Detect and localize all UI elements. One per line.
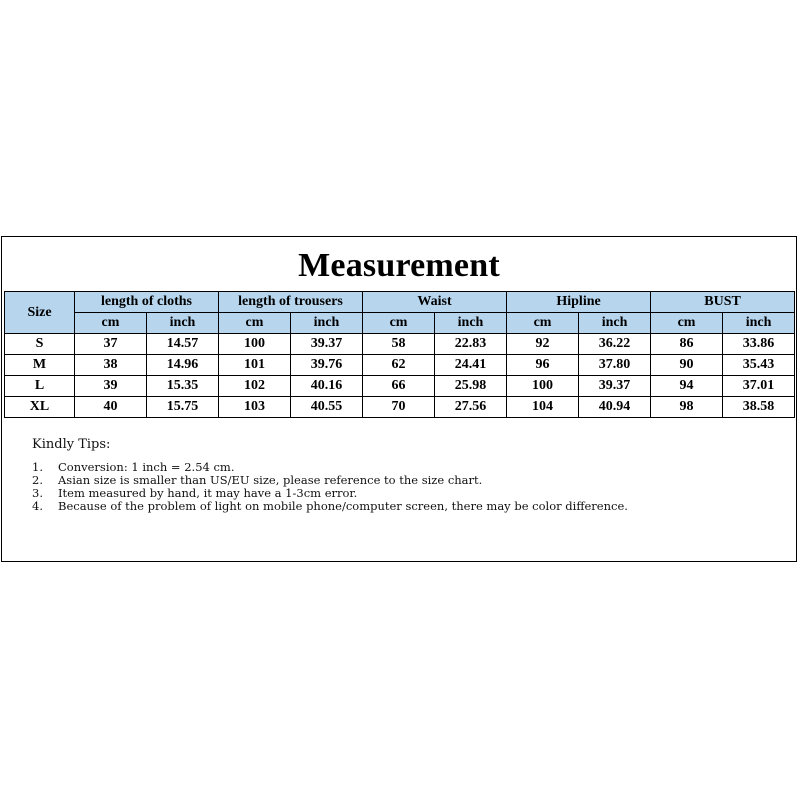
value-cell: 25.98 xyxy=(435,376,507,397)
value-cell: 103 xyxy=(219,397,291,418)
value-cell: 96 xyxy=(507,355,579,376)
unit-header: inch xyxy=(291,313,363,334)
unit-header: cm xyxy=(507,313,579,334)
value-cell: 40.16 xyxy=(291,376,363,397)
value-cell: 58 xyxy=(363,334,435,355)
value-cell: 39.37 xyxy=(579,376,651,397)
size-cell: L xyxy=(5,376,75,397)
tip-text: Asian size is smaller than US/EU size, please reference to the size chart. xyxy=(58,473,483,487)
chart-title: Measurement xyxy=(298,247,500,284)
value-cell: 104 xyxy=(507,397,579,418)
value-cell: 94 xyxy=(651,376,723,397)
value-cell: 37.80 xyxy=(579,355,651,376)
group-header: length of trousers xyxy=(219,292,363,313)
value-cell: 39 xyxy=(75,376,147,397)
value-cell: 22.83 xyxy=(435,334,507,355)
value-cell: 14.96 xyxy=(147,355,219,376)
tip-number: 3. xyxy=(32,486,43,500)
value-cell: 101 xyxy=(219,355,291,376)
unit-header: inch xyxy=(147,313,219,334)
table-row xyxy=(5,355,795,376)
group-header-row xyxy=(5,292,795,313)
table-row xyxy=(5,376,795,397)
value-cell: 27.56 xyxy=(435,397,507,418)
tip-number: 2. xyxy=(32,473,43,487)
tip-text: Because of the problem of light on mobile phone/computer screen, there may be color difference. xyxy=(58,499,628,513)
kindly-tips xyxy=(32,437,698,513)
value-cell: 36.22 xyxy=(579,334,651,355)
size-cell: XL xyxy=(5,397,75,418)
unit-header: cm xyxy=(75,313,147,334)
unit-header: inch xyxy=(435,313,507,334)
tip-number: 4. xyxy=(32,499,43,513)
tips-list xyxy=(32,461,698,513)
group-header: Waist xyxy=(363,292,507,313)
unit-header: cm xyxy=(363,313,435,334)
size-table xyxy=(4,291,795,418)
value-cell: 39.37 xyxy=(291,334,363,355)
size-header: Size xyxy=(5,292,75,334)
value-cell: 98 xyxy=(651,397,723,418)
value-cell: 86 xyxy=(651,334,723,355)
value-cell: 38 xyxy=(75,355,147,376)
unit-header: inch xyxy=(579,313,651,334)
value-cell: 14.57 xyxy=(147,334,219,355)
table-row xyxy=(5,397,795,418)
value-cell: 33.86 xyxy=(723,334,795,355)
value-cell: 35.43 xyxy=(723,355,795,376)
value-cell: 38.58 xyxy=(723,397,795,418)
unit-header: cm xyxy=(651,313,723,334)
value-cell: 62 xyxy=(363,355,435,376)
value-cell: 40.94 xyxy=(579,397,651,418)
list-item xyxy=(32,500,698,513)
size-cell: S xyxy=(5,334,75,355)
value-cell: 39.76 xyxy=(291,355,363,376)
value-cell: 24.41 xyxy=(435,355,507,376)
value-cell: 15.75 xyxy=(147,397,219,418)
value-cell: 90 xyxy=(651,355,723,376)
value-cell: 92 xyxy=(507,334,579,355)
value-cell: 40.55 xyxy=(291,397,363,418)
value-cell: 66 xyxy=(363,376,435,397)
value-cell: 70 xyxy=(363,397,435,418)
unit-header: inch xyxy=(723,313,795,334)
group-header: Hipline xyxy=(507,292,651,313)
value-cell: 37.01 xyxy=(723,376,795,397)
value-cell: 100 xyxy=(219,334,291,355)
value-cell: 102 xyxy=(219,376,291,397)
size-chart-frame xyxy=(1,236,797,562)
unit-header-row xyxy=(5,313,795,334)
value-cell: 37 xyxy=(75,334,147,355)
value-cell: 100 xyxy=(507,376,579,397)
tip-text: Conversion: 1 inch = 2.54 cm. xyxy=(58,460,235,474)
unit-header: cm xyxy=(219,313,291,334)
table-row xyxy=(5,334,795,355)
group-header: BUST xyxy=(651,292,795,313)
tip-text: Item measured by hand, it may have a 1-3cm error. xyxy=(58,486,358,500)
tips-heading: Kindly Tips: xyxy=(32,437,111,452)
tip-number: 1. xyxy=(32,460,43,474)
size-cell: M xyxy=(5,355,75,376)
value-cell: 40 xyxy=(75,397,147,418)
group-header: length of cloths xyxy=(75,292,219,313)
value-cell: 15.35 xyxy=(147,376,219,397)
